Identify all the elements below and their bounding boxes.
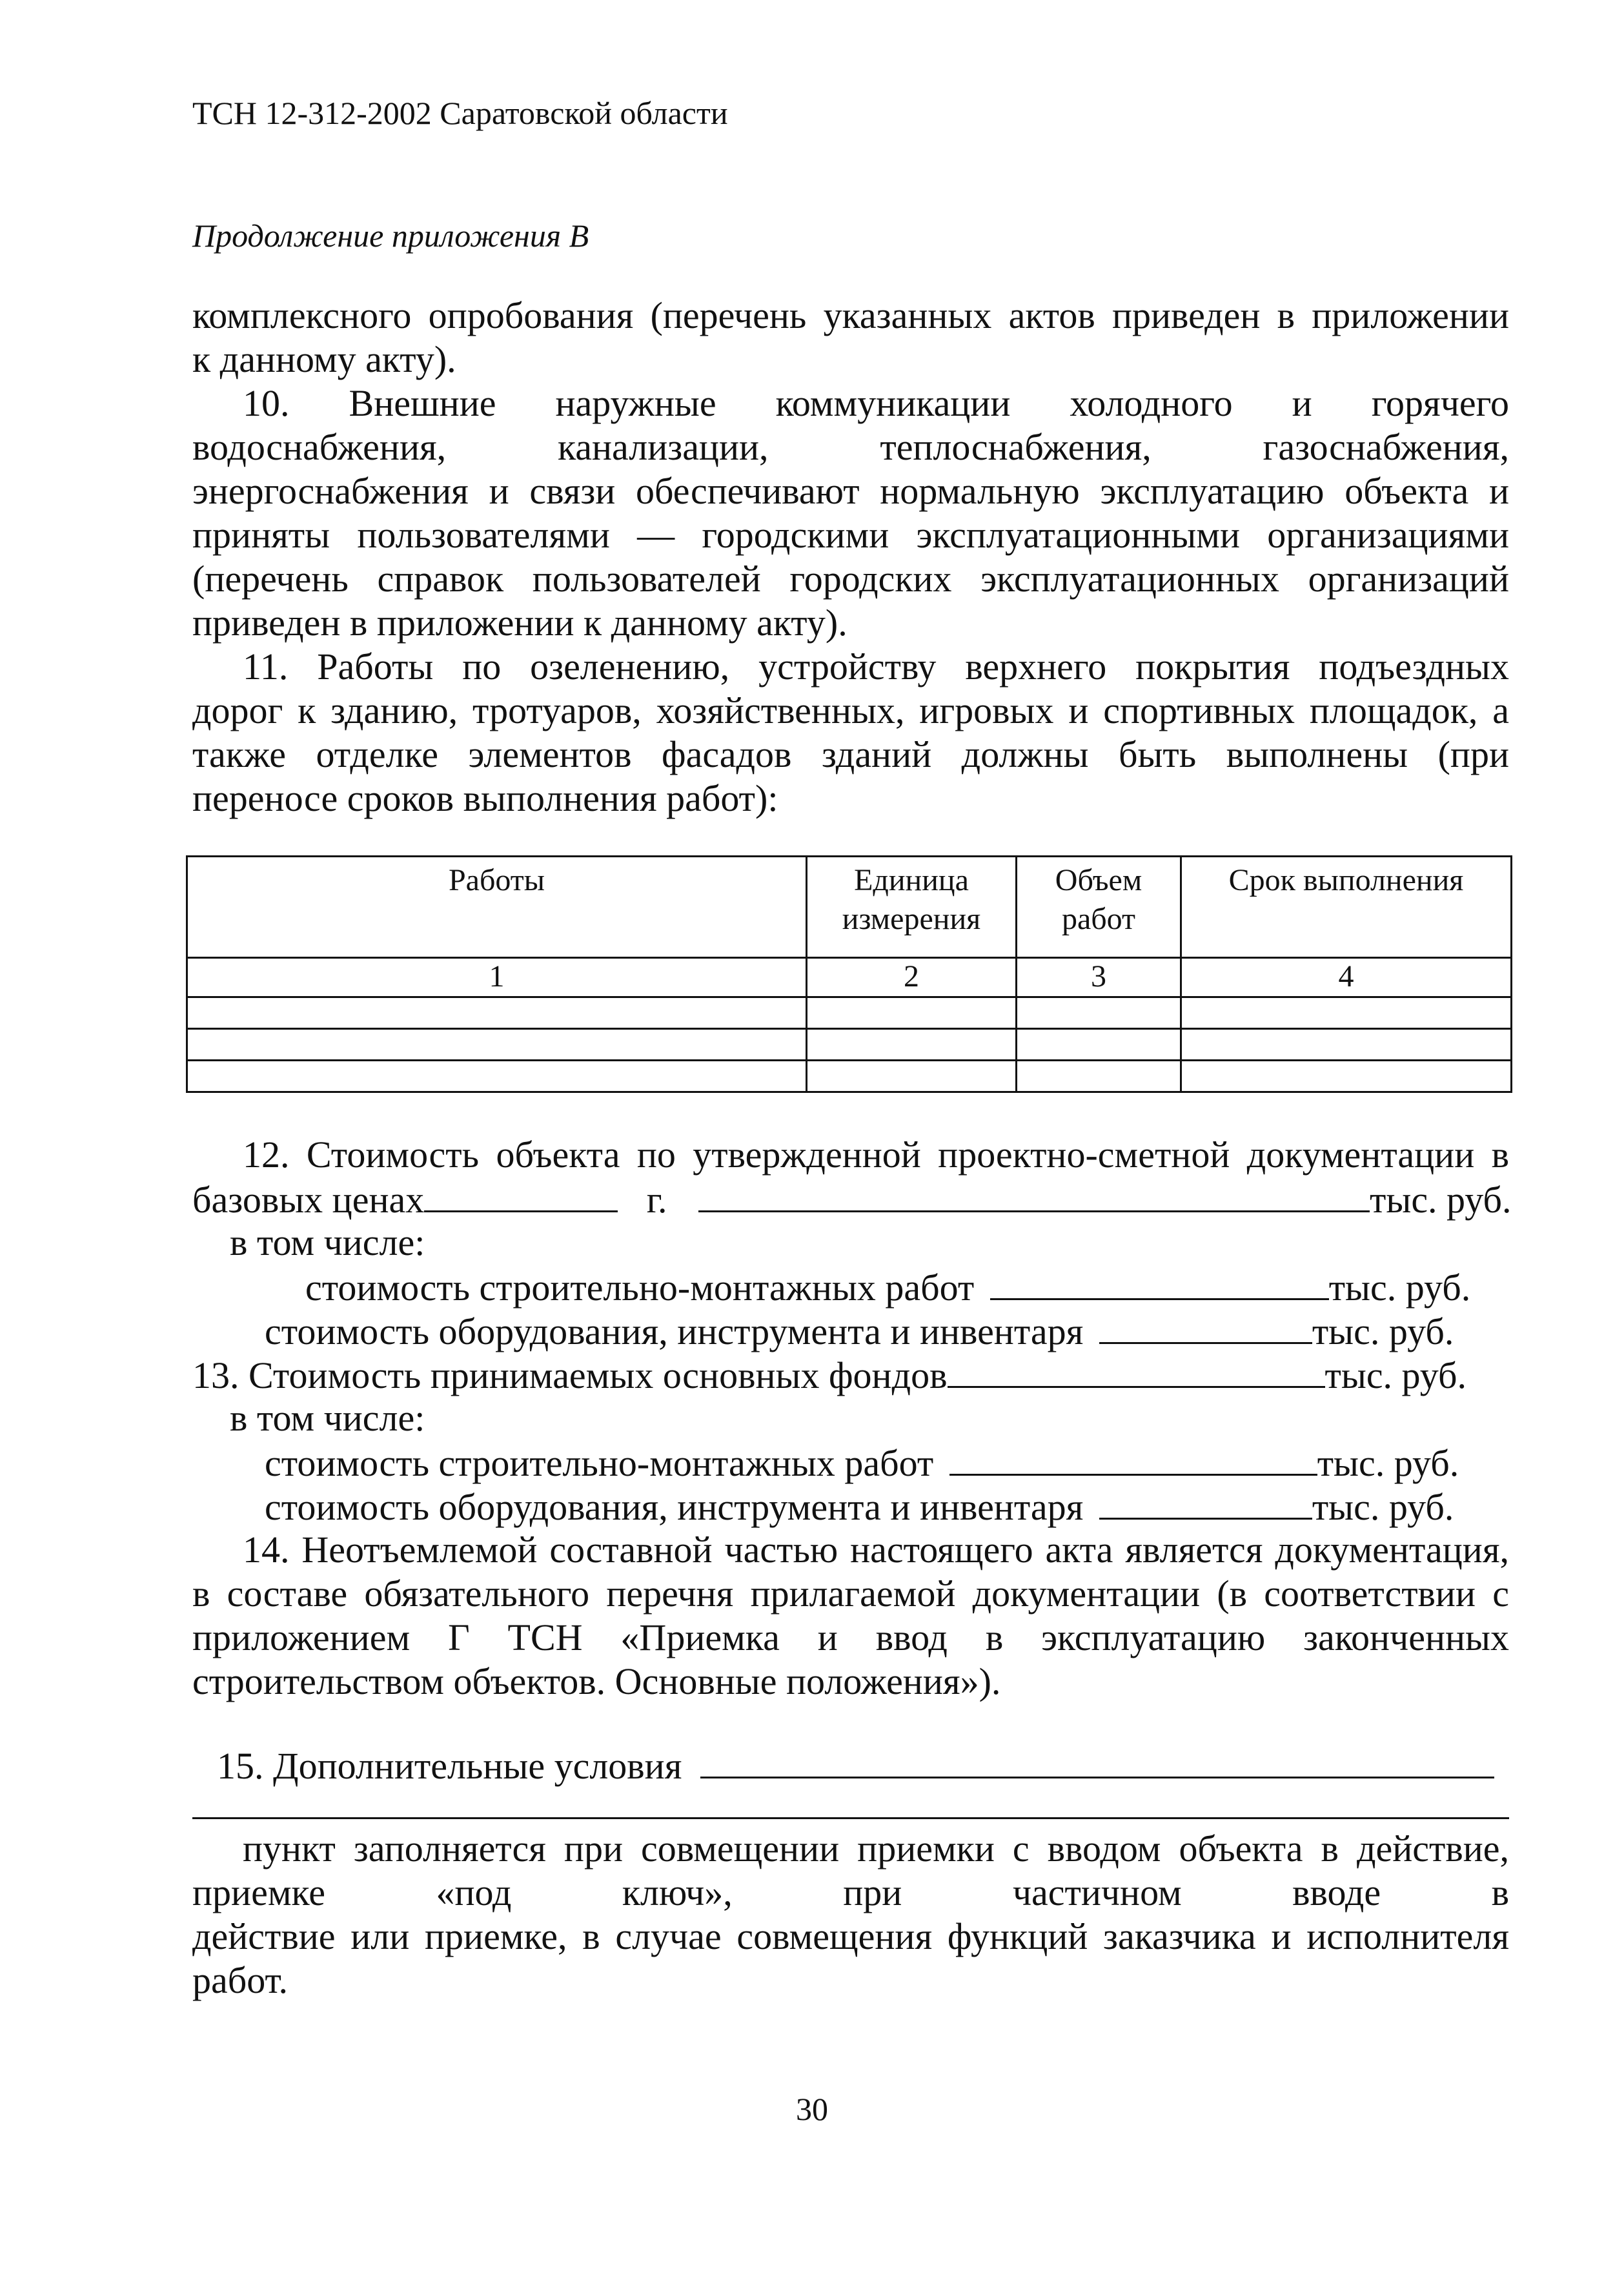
equipment-cost-row [265, 1309, 1454, 1354]
base-price-label: базовых ценах [192, 1179, 425, 1221]
equipment-cost-label: стоимость оборудования, инструмента и инвентаря [265, 1310, 1084, 1352]
year-suffix: г. [646, 1179, 667, 1221]
table-row [187, 997, 1512, 1029]
table-cell[interactable] [1017, 1061, 1181, 1092]
item-14-line: приложением Г ТСН «Приемка и ввод в эксплуатацию законченных [192, 1616, 1509, 1658]
text-line: комплексного опробования (перечень указанных актов приведен в приложении [192, 294, 1509, 336]
table-cell[interactable] [807, 997, 1017, 1029]
table-cell[interactable] [187, 997, 807, 1029]
item-11-line: переносе сроков выполнения работ): [192, 777, 778, 819]
unit-label: тыс. руб. [1317, 1442, 1459, 1484]
fixed-assets-field[interactable] [948, 1352, 1325, 1388]
body-text [192, 294, 1509, 820]
footnote-line: пункт заполняется при совмещении приемки с вводом объекта в действие, [243, 1828, 1509, 1869]
item-10-line: энергоснабжения и связи обеспечивают нормальную эксплуатацию объекта и [192, 470, 1509, 512]
appendix-continuation: Продолжение приложения В [192, 218, 589, 254]
unit-label: тыс. руб. [1312, 1486, 1454, 1528]
table-row [187, 1061, 1512, 1092]
table-cell[interactable] [1017, 1029, 1181, 1061]
additional-conditions-field[interactable] [700, 1743, 1494, 1778]
page-number: 30 [796, 2091, 828, 2127]
works-table [186, 855, 1512, 1093]
unit-label: тыс. руб. [1328, 1267, 1471, 1309]
base-price-row [192, 1177, 1512, 1222]
equipment-cost-row [265, 1484, 1454, 1529]
including-label: в том числе: [230, 1221, 425, 1263]
item-11-line: дорог к зданию, тротуаров, хозяйственных, игровых и спортивных площадок, а [192, 689, 1509, 731]
unit-label: тыс. руб. [1370, 1179, 1512, 1221]
item-10-line: 10. Внешние наружные коммуникации холодного и горячего [243, 382, 1509, 424]
item-10-line: водоснабжения, канализации, теплоснабжения, газоснабжения, [192, 426, 1509, 468]
item-10-line: приведен в приложении к данному акту). [192, 602, 848, 644]
column-number: 4 [1181, 958, 1512, 997]
item-14-line: в составе обязательного перечня прилагаемой документации (в соответствии с [192, 1573, 1509, 1615]
construction-cost-field[interactable] [949, 1440, 1317, 1476]
item-15-label: 15. Дополнительные условия [217, 1745, 682, 1787]
including-label: в том числе: [230, 1397, 425, 1439]
text-line: к данному акту). [192, 338, 456, 380]
table-cell[interactable] [1181, 1029, 1512, 1061]
item-14 [192, 1528, 1509, 1704]
footnote-line: работ. [192, 1959, 288, 2001]
table-cell[interactable] [187, 1029, 807, 1061]
table-cell[interactable] [187, 1061, 807, 1092]
table-cell[interactable] [1181, 997, 1512, 1029]
column-header-unit: Единица измерения [807, 857, 1017, 958]
item-11-line: 11. Работы по озеленению, устройству верхнего покрытия подъездных [243, 646, 1509, 688]
table-cell[interactable] [807, 1029, 1017, 1061]
column-number: 2 [807, 958, 1017, 997]
construction-cost-label: стоимость строительно-монтажных работ [305, 1267, 975, 1309]
footnote-line: приемке «под ключ», при частичном вводе в [192, 1871, 1509, 1913]
construction-cost-row [305, 1265, 1470, 1310]
column-number: 3 [1017, 958, 1181, 997]
item-10-line: приняты пользователями — городскими эксплуатационными организациями [192, 514, 1509, 556]
base-price-field[interactable] [698, 1177, 1370, 1212]
unit-label: тыс. руб. [1312, 1310, 1454, 1352]
equipment-cost-field[interactable] [1099, 1309, 1312, 1344]
base-year-field[interactable] [424, 1177, 618, 1212]
item-12-line: 12. Стоимость объекта по утвержденной проектно-сметной документации в [243, 1134, 1509, 1176]
construction-cost-field[interactable] [990, 1265, 1329, 1300]
item-10-line: (перечень справок пользователей городских эксплуатационных организаций [192, 558, 1509, 600]
column-number: 1 [187, 958, 807, 997]
equipment-cost-field[interactable] [1099, 1484, 1312, 1520]
equipment-cost-label: стоимость оборудования, инструмента и инвентаря [265, 1486, 1084, 1528]
table-cell[interactable] [807, 1061, 1017, 1092]
document-header: ТСН 12-312-2002 Саратовской области [192, 95, 728, 131]
column-header-volume: Объем работ [1017, 857, 1181, 958]
item-11-line: также отделке элементов фасадов зданий должны быть выполнены (при [192, 733, 1509, 775]
item-15-row [217, 1743, 1494, 1788]
table-cell[interactable] [1181, 1061, 1512, 1092]
table-row [187, 1029, 1512, 1061]
column-header-works: Работы [187, 857, 807, 958]
construction-cost-label: стоимость строительно-монтажных работ [265, 1442, 934, 1484]
table-cell[interactable] [1017, 997, 1181, 1029]
item-13-row [192, 1352, 1467, 1398]
column-header-deadline: Срок выполнения [1181, 857, 1512, 958]
unit-label: тыс. руб. [1325, 1354, 1467, 1396]
footnote-separator [192, 1817, 1509, 1819]
item-12 [192, 1133, 1509, 1177]
footnote-line: действие или приемке, в случае совмещения функций заказчика и исполнителя [192, 1915, 1509, 1957]
item-14-line: 14. Неотъемлемой составной частью настоящего акта является документация, [243, 1529, 1509, 1571]
footnote [192, 1827, 1509, 2002]
construction-cost-row [265, 1440, 1459, 1485]
item-13-label: 13. Стоимость принимаемых основных фондов [192, 1354, 948, 1396]
item-14-line: строительством объектов. Основные положения»). [192, 1660, 1001, 1702]
